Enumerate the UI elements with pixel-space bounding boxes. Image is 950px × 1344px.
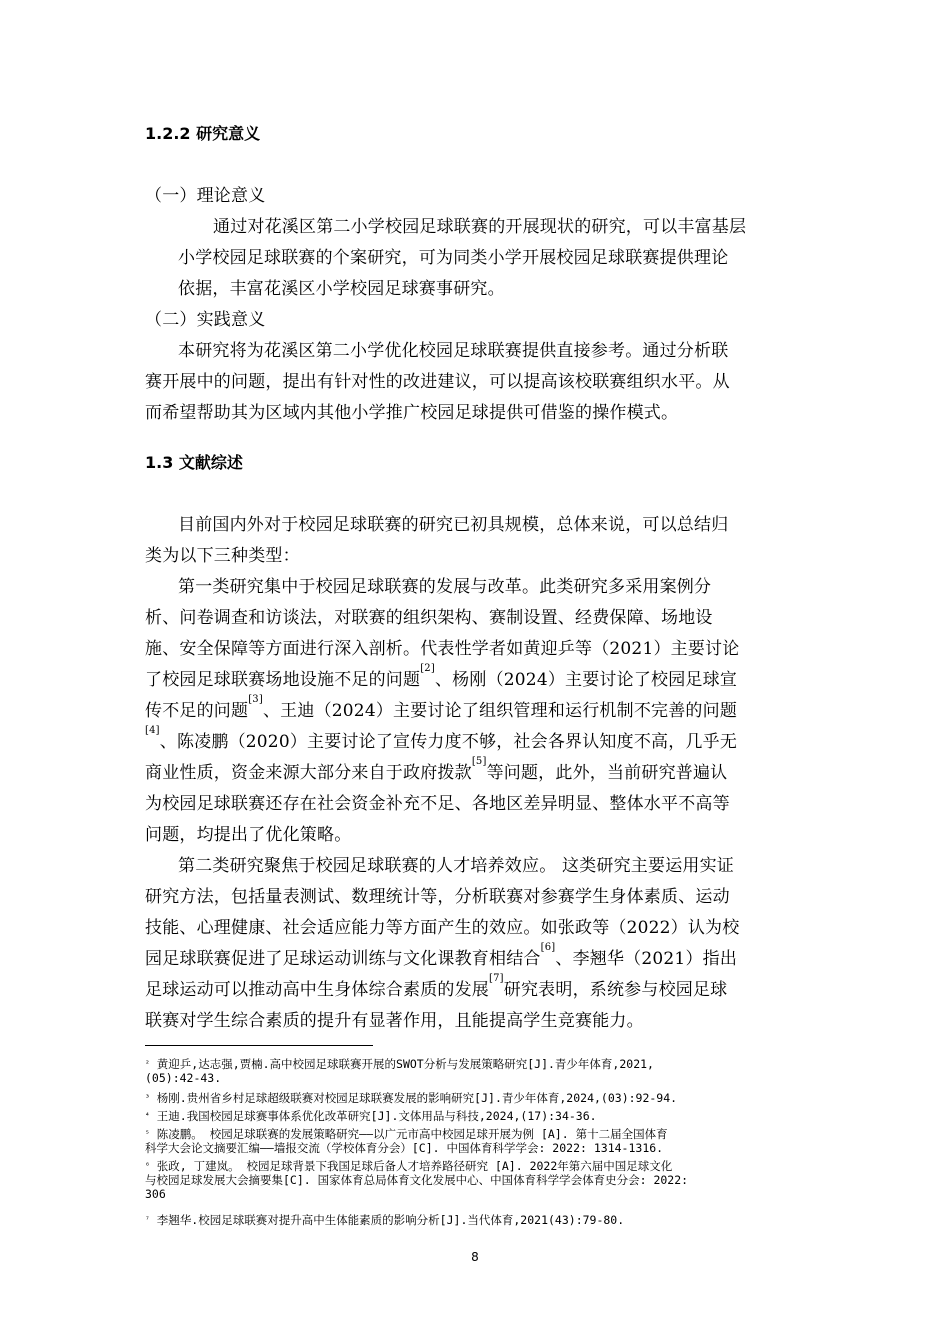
footnote-mark: ⁶ xyxy=(145,1161,150,1170)
subheading-theory: （一）理论意义 xyxy=(145,186,266,206)
text: 等问题，此外，当前研究普遍认 xyxy=(486,763,728,783)
type1-line: 析、问卷调查和访谈法，对联赛的组织架构、赛制设置、经费保障、场地设 xyxy=(145,608,713,628)
type2-line: 技能、心理健康、社会适应能力等方面产生的效应。如张政等（2022）认为校 xyxy=(145,918,740,938)
heading-1-2-2: 1.2.2 研究意义 xyxy=(145,124,261,143)
citation-ref[interactable]: [5] xyxy=(471,756,487,767)
type1-line: 第一类研究集中于校园足球联赛的发展与改革。此类研究多采用案例分 xyxy=(178,577,712,597)
intro-line: 目前国内外对于校园足球联赛的研究已初具规模，总体来说，可以总结归 xyxy=(178,515,729,535)
text: 、陈凌鹏（2020）主要讨论了宣传力度不够，社会各界认知度不高，几乎无 xyxy=(159,732,738,752)
text: 了校园足球联赛场地设施不足的问题 xyxy=(145,670,421,690)
text: 园足球联赛促进了足球运动训练与文化课教育相结合 xyxy=(145,949,541,969)
footnote-text: 张政, 丁建岚。 校园足球背景下我国足球后备人才培养路径研究 [A]. 2022年第六届中国足球文化 xyxy=(156,1159,673,1173)
footnote-mark: ⁵ xyxy=(145,1129,150,1138)
text: 足球运动可以推动高中生身体综合素质的发展 xyxy=(145,980,489,1000)
footnote-text: 与校园足球发展大会摘要集[C]. 国家体育总局体育文化发展中心、中国体育科学学会体育史分会: 2022: xyxy=(145,1173,689,1187)
text: 、杨刚（2024）主要讨论了校园足球宣 xyxy=(434,670,738,690)
para2-line: 本研究将为花溪区第二小学优化校园足球联赛提供直接参考。通过分析联 xyxy=(178,341,729,361)
type2-line: 研究方法，包括量表测试、数理统计等，分析联赛对参赛学生身体素质、运动 xyxy=(145,887,730,907)
para1-line: 小学校园足球联赛的个案研究，可为同类小学开展校园足球联赛提供理论 xyxy=(178,248,729,268)
footnote-4 xyxy=(145,1109,597,1123)
type1-line xyxy=(145,758,727,783)
footnote-text: (05):42-43. xyxy=(145,1071,222,1085)
type1-line: 问题，均提出了优化策略。 xyxy=(145,825,352,845)
type2-line: 联赛对学生综合素质的提升有显著作用，且能提高学生竞赛能力。 xyxy=(145,1011,644,1031)
type2-line: 第二类研究聚焦于校园足球联赛的人才培养效应。 这类研究主要运用实证 xyxy=(178,856,735,876)
footnote-mark: ² xyxy=(145,1059,150,1068)
footnote-text: 科学大会论文摘要汇编——墙报交流（学校体育分会）[C]. 中国体育科学学会: 2022: 1314-1316. xyxy=(145,1141,664,1155)
footnote-text: 黄迎乒,达志强,贾楠.高中校园足球联赛开展的SWOT分析与发展策略研究[J].青少年体育,2021, xyxy=(156,1057,654,1071)
type1-line xyxy=(145,665,737,690)
subheading-practice: （二）实践意义 xyxy=(145,310,266,330)
citation-ref[interactable]: [6] xyxy=(540,942,556,953)
footnote-mark: ⁴ xyxy=(145,1111,150,1120)
footnote-6 xyxy=(145,1159,688,1201)
text: 传不足的问题 xyxy=(145,701,249,721)
footnote-text: 杨刚.贵州省乡村足球超级联赛对校园足球联赛发展的影响研究[J].青少年体育,2024,(03):92-94. xyxy=(156,1091,678,1105)
citation-ref[interactable]: [2] xyxy=(420,663,435,674)
text: 、李翘华（2021）指出 xyxy=(555,949,738,969)
type2-line xyxy=(145,975,727,1000)
citation-ref[interactable]: [4] xyxy=(145,725,160,736)
footnote-separator xyxy=(145,1045,373,1046)
para2-line: 而希望帮助其为区域内其他小学推广校园足球提供可借鉴的操作模式。 xyxy=(145,403,679,423)
footnote-2 xyxy=(145,1057,654,1085)
footnote-5 xyxy=(145,1127,668,1155)
citation-ref[interactable]: [7] xyxy=(489,973,504,984)
heading-1-3: 1.3 文献综述 xyxy=(145,453,243,472)
text: 研究表明，系统参与校园足球 xyxy=(503,980,728,1000)
type1-line: 施、安全保障等方面进行深入剖析。代表性学者如黄迎乒等（2021）主要讨论 xyxy=(145,639,740,659)
type1-line xyxy=(145,696,737,721)
para1-line: 通过对花溪区第二小学校园足球联赛的开展现状的研究，可以丰富基层 xyxy=(213,217,747,237)
footnote-7 xyxy=(145,1213,624,1227)
type1-line xyxy=(145,727,737,752)
page-number: 8 xyxy=(471,1250,479,1264)
intro-line: 类为以下三种类型： xyxy=(145,546,300,566)
para2-line: 赛开展中的问题，提出有针对性的改进建议，可以提高该校联赛组织水平。从 xyxy=(145,372,730,392)
footnote-text: 王迪.我国校园足球赛事体系优化改革研究[J].文体用品与科技,2024,(17):34-36. xyxy=(156,1109,597,1123)
para1-line: 依据，丰富花溪区小学校园足球赛事研究。 xyxy=(178,279,505,299)
footnote-text: 陈凌鹏。 校园足球联赛的发展策略研究——以广元市高中校园足球开展为例 [A]. 第十二届全国体育 xyxy=(156,1127,668,1141)
type1-line: 为校园足球联赛还存在社会资金补充不足、各地区差异明显、整体水平不高等 xyxy=(145,794,730,814)
type2-line xyxy=(145,944,737,969)
text: 商业性质，资金来源大部分来自于政府拨款 xyxy=(145,763,472,783)
footnote-3 xyxy=(145,1091,677,1105)
text: 、王迪（2024）主要讨论了组织管理和运行机制不完善的问题 xyxy=(262,701,738,721)
footnote-text: 李翘华.校园足球联赛对提升高中生体能素质的影响分析[J].当代体育,2021(43):79-80. xyxy=(156,1213,625,1227)
footnote-text: 306 xyxy=(145,1187,166,1201)
footnote-mark: ³ xyxy=(145,1093,150,1102)
footnote-mark: ⁷ xyxy=(145,1215,150,1224)
citation-ref[interactable]: [3] xyxy=(248,694,263,705)
